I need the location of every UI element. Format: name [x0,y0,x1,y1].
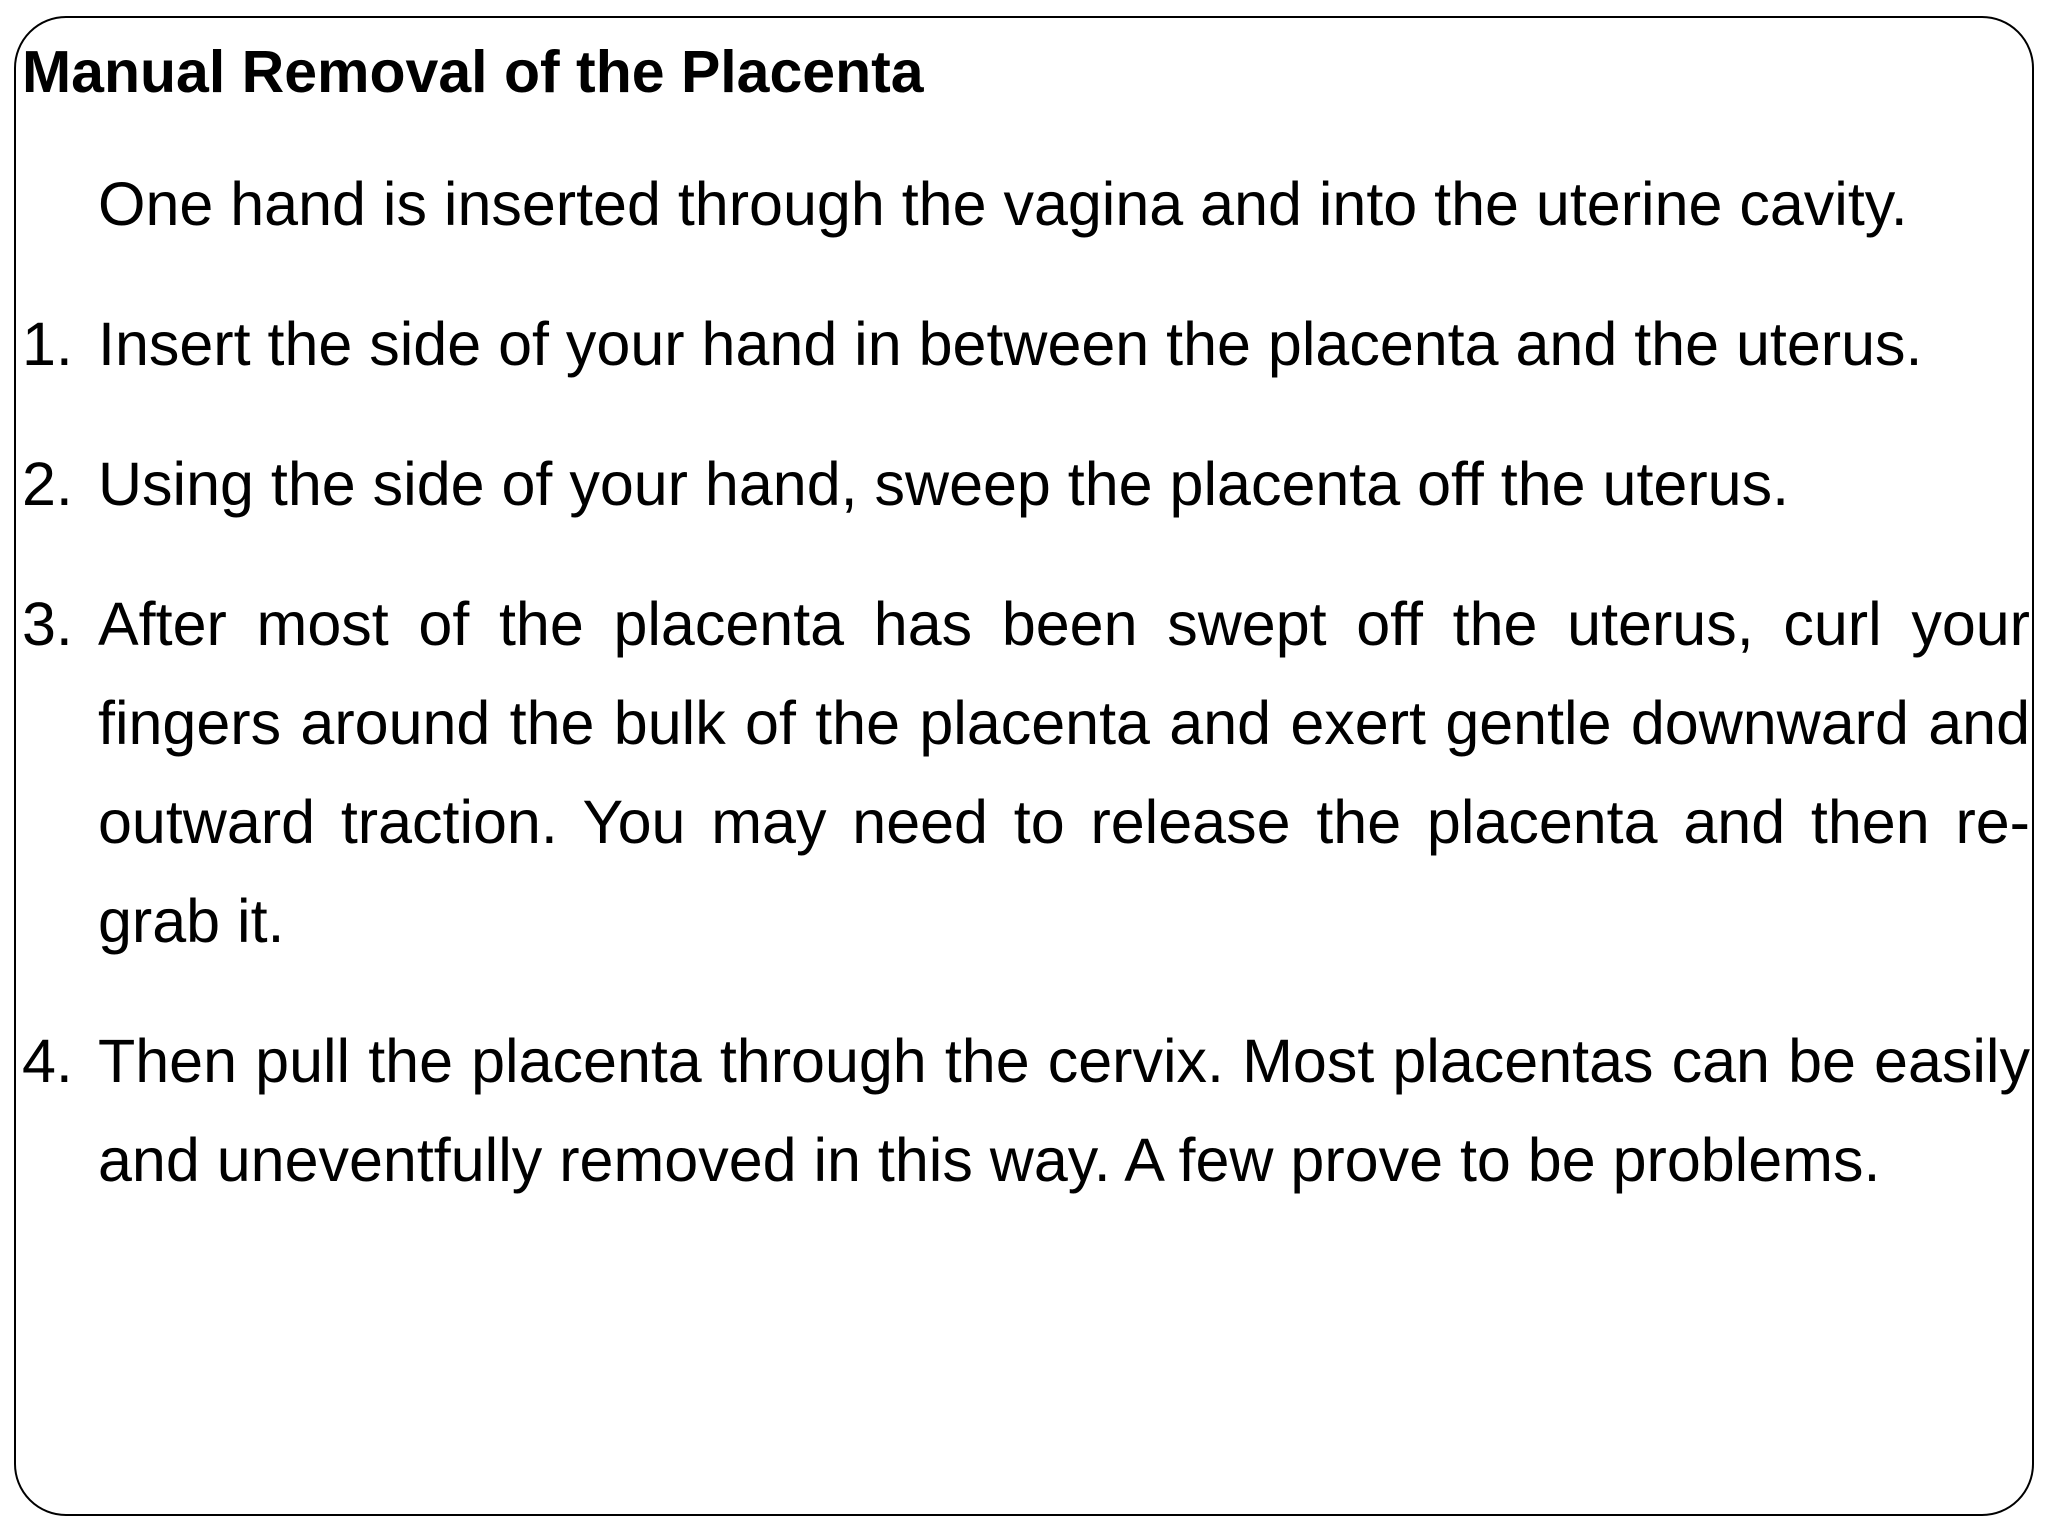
slide-content [22,30,2030,1210]
intro-text: One hand is inserted through the vagina and into the uterine cavity. [98,170,1908,238]
step-text: Insert the side of your hand in between the placenta and the uterus. [98,310,1923,378]
step-number: 2. [22,450,73,518]
list-item-step-3 [22,575,2030,971]
step-number: 1. [22,310,73,378]
list-item-step-4 [22,1012,2030,1210]
intro-indent [22,155,98,254]
page-title: Manual Removal of the Placenta [22,39,924,105]
list-item-step-2 [22,435,2030,534]
step-text: Then pull the placenta through the cervix. Most placentas can be easily and uneventfully removed in this way. A few prove to be problems. [98,1027,2030,1194]
step-number: 4. [22,1027,73,1095]
intro-paragraph [22,155,2030,254]
step-text: After most of the placenta has been swept off the uterus, curl your fingers around the bulk of the placenta and exert gentle downward and outward traction. You may need to release the placenta and then re-grab it. [98,590,2030,955]
list-item-step-1 [22,295,2030,394]
step-text: Using the side of your hand, sweep the placenta off the uterus. [98,450,1790,518]
step-number: 3. [22,590,73,658]
